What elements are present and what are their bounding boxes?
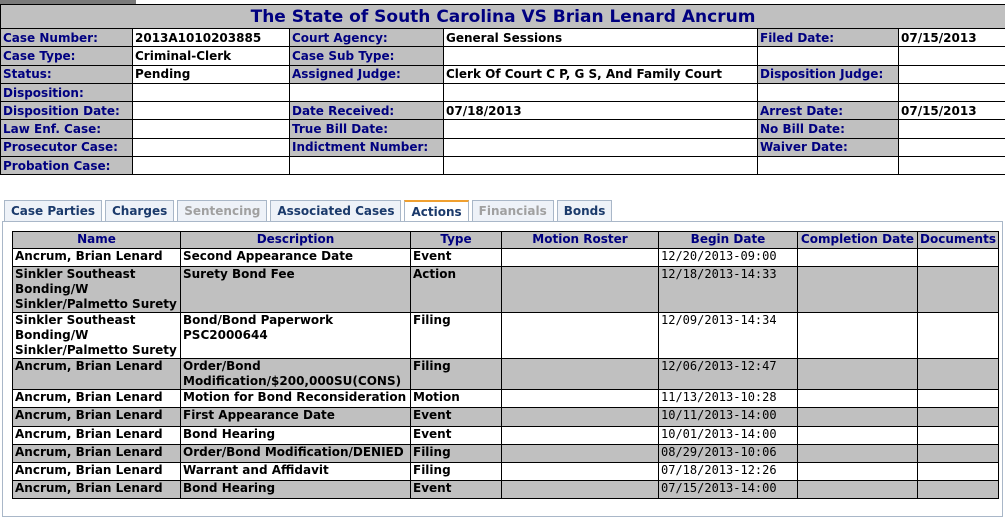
cell-motion-roster: [502, 249, 659, 267]
case-detail-row: [1, 157, 1005, 175]
cell-motion-roster: [502, 267, 659, 313]
cell-motion-roster: [502, 444, 659, 462]
cell-type: Action: [411, 267, 502, 313]
case-field-value: Clerk Of Court C P, G S, And Family Court: [444, 65, 758, 83]
cell-name: Ancrum, Brian Lenard: [13, 426, 181, 444]
table-row: [13, 313, 999, 359]
case-field-value: [899, 138, 1005, 156]
case-field-value: [444, 120, 758, 138]
column-header-completion-date[interactable]: Completion Date: [798, 232, 918, 249]
tab-sentencing: Sentencing: [177, 200, 267, 222]
case-field-value: General Sessions: [444, 29, 758, 47]
column-header-documents[interactable]: Documents: [918, 232, 999, 249]
tab-charges[interactable]: Charges: [105, 200, 174, 222]
cell-documents: [918, 249, 999, 267]
cell-begin-date: 12/18/2013-14:33: [659, 267, 798, 313]
cell-description: Order/Bond Modification/$200,000SU(CONS): [181, 359, 411, 390]
cell-name: Ancrum, Brian Lenard: [13, 444, 181, 462]
cell-name: Sinkler Southeast Bonding/W Sinkler/Palmetto Surety: [13, 267, 181, 313]
cell-motion-roster: [502, 462, 659, 480]
table-row: [13, 426, 999, 444]
case-field-label: Assigned Judge:: [290, 65, 444, 83]
cell-type: Event: [411, 249, 502, 267]
table-row: [13, 462, 999, 480]
case-field-value: 07/15/2013: [899, 29, 1005, 47]
cell-description: Bond/Bond Paperwork PSC2000644: [181, 313, 411, 359]
tab-associated-cases[interactable]: Associated Cases: [270, 200, 401, 222]
case-field-value: [133, 138, 290, 156]
case-field-label: Arrest Date:: [758, 102, 899, 120]
cell-motion-roster: [502, 408, 659, 426]
cell-motion-roster: [502, 313, 659, 359]
case-field-label: Disposition Judge:: [758, 65, 899, 83]
tab-actions[interactable]: Actions: [404, 200, 468, 222]
case-field-value: [899, 65, 1005, 83]
case-field-label: Probation Case:: [1, 157, 133, 175]
actions-panel: [2, 221, 1003, 517]
cell-motion-roster: [502, 426, 659, 444]
cell-documents: [918, 444, 999, 462]
table-row: [13, 390, 999, 408]
case-field-label: Indictment Number:: [290, 138, 444, 156]
cell-begin-date: 11/13/2013-10:28: [659, 390, 798, 408]
cell-begin-date: 07/18/2013-12:26: [659, 462, 798, 480]
cell-description: Order/Bond Modification/DENIED: [181, 444, 411, 462]
case-field-label: Court Agency:: [290, 29, 444, 47]
case-details-table: [0, 4, 1005, 175]
cell-name: Ancrum, Brian Lenard: [13, 481, 181, 499]
cell-description: First Appearance Date: [181, 408, 411, 426]
cell-begin-date: 12/20/2013-09:00: [659, 249, 798, 267]
case-field-label: Waiver Date:: [758, 138, 899, 156]
case-field-value: Criminal-Clerk: [133, 47, 290, 65]
cell-documents: [918, 390, 999, 408]
case-detail-row: [1, 120, 1005, 138]
table-row: [13, 267, 999, 313]
cell-name: Ancrum, Brian Lenard: [13, 390, 181, 408]
case-field-value: [899, 83, 1005, 101]
cell-completion-date: [798, 267, 918, 313]
cell-description: Motion for Bond Reconsideration: [181, 390, 411, 408]
cell-motion-roster: [502, 359, 659, 390]
case-field-label: Date Received:: [290, 102, 444, 120]
cell-motion-roster: [502, 390, 659, 408]
column-header-description[interactable]: Description: [181, 232, 411, 249]
case-info: [0, 4, 1005, 175]
case-field-value: [444, 138, 758, 156]
case-field-value: [444, 47, 758, 65]
table-row: [13, 408, 999, 426]
case-field-value: [133, 120, 290, 138]
cell-type: Event: [411, 408, 502, 426]
case-field-label: [758, 157, 899, 175]
cell-documents: [918, 313, 999, 359]
cell-description: Warrant and Affidavit: [181, 462, 411, 480]
column-header-name[interactable]: Name: [13, 232, 181, 249]
cell-completion-date: [798, 313, 918, 359]
table-row: [13, 444, 999, 462]
cell-description: Bond Hearing: [181, 426, 411, 444]
case-field-value: 07/18/2013: [444, 102, 758, 120]
case-field-value: [444, 157, 758, 175]
cell-motion-roster: [502, 481, 659, 499]
cell-documents: [918, 426, 999, 444]
case-field-value: [133, 83, 290, 101]
cell-name: Sinkler Southeast Bonding/W Sinkler/Palmetto Surety: [13, 313, 181, 359]
cell-begin-date: 08/29/2013-10:06: [659, 444, 798, 462]
case-title: The State of South Carolina VS Brian Lenard Ancrum: [1, 5, 1005, 29]
actions-table: [12, 231, 999, 499]
column-header-type[interactable]: Type: [411, 232, 502, 249]
case-field-label: Disposition:: [1, 83, 133, 101]
column-header-motion-roster[interactable]: Motion Roster: [502, 232, 659, 249]
cell-documents: [918, 359, 999, 390]
cell-type: Event: [411, 481, 502, 499]
cell-completion-date: [798, 408, 918, 426]
tab-case-parties[interactable]: Case Parties: [4, 200, 102, 222]
case-field-value: 2013A1010203885: [133, 29, 290, 47]
table-row: [13, 359, 999, 390]
case-detail-row: [1, 138, 1005, 156]
case-field-value: [899, 47, 1005, 65]
cell-type: Event: [411, 426, 502, 444]
case-field-label: [758, 47, 899, 65]
case-field-label: Disposition Date:: [1, 102, 133, 120]
cell-documents: [918, 408, 999, 426]
tab-financials: Financials: [472, 200, 554, 222]
cell-completion-date: [798, 249, 918, 267]
case-field-label: Prosecutor Case:: [1, 138, 133, 156]
column-header-begin-date[interactable]: Begin Date: [659, 232, 798, 249]
table-row: [13, 249, 999, 267]
cell-type: Filing: [411, 462, 502, 480]
case-detail-row: [1, 47, 1005, 65]
case-field-label: [290, 157, 444, 175]
case-field-value: [899, 120, 1005, 138]
cell-begin-date: 10/01/2013-14:00: [659, 426, 798, 444]
cell-name: Ancrum, Brian Lenard: [13, 249, 181, 267]
cell-name: Ancrum, Brian Lenard: [13, 359, 181, 390]
cell-description: Bond Hearing: [181, 481, 411, 499]
case-field-label: Case Number:: [1, 29, 133, 47]
case-field-value: [133, 157, 290, 175]
cell-name: Ancrum, Brian Lenard: [13, 408, 181, 426]
case-field-value: Pending: [133, 65, 290, 83]
cell-documents: [918, 462, 999, 480]
cell-type: Filing: [411, 444, 502, 462]
case-field-label: Law Enf. Case:: [1, 120, 133, 138]
cell-begin-date: 07/15/2013-14:00: [659, 481, 798, 499]
cell-documents: [918, 267, 999, 313]
case-field-label: Case Type:: [1, 47, 133, 65]
cell-documents: [918, 481, 999, 499]
cell-type: Filing: [411, 313, 502, 359]
case-field-label: Case Sub Type:: [290, 47, 444, 65]
cell-completion-date: [798, 462, 918, 480]
case-field-label: [758, 83, 899, 101]
case-detail-row: [1, 29, 1005, 47]
cell-completion-date: [798, 481, 918, 499]
case-detail-row: [1, 102, 1005, 120]
case-field-value: [133, 102, 290, 120]
actions-header-row: [13, 232, 999, 249]
case-detail-row: [1, 65, 1005, 83]
case-field-label: Filed Date:: [758, 29, 899, 47]
cell-completion-date: [798, 426, 918, 444]
cell-type: Filing: [411, 359, 502, 390]
case-field-label: True Bill Date:: [290, 120, 444, 138]
cell-name: Ancrum, Brian Lenard: [13, 462, 181, 480]
cell-description: Surety Bond Fee: [181, 267, 411, 313]
cell-begin-date: 12/09/2013-14:34: [659, 313, 798, 359]
table-row: [13, 481, 999, 499]
case-field-value: [899, 157, 1005, 175]
case-field-value: 07/15/2013: [899, 102, 1005, 120]
cell-completion-date: [798, 444, 918, 462]
cell-completion-date: [798, 359, 918, 390]
cell-begin-date: 10/11/2013-14:00: [659, 408, 798, 426]
case-detail-row: [1, 83, 1005, 101]
case-field-label: Status:: [1, 65, 133, 83]
cell-completion-date: [798, 390, 918, 408]
tab-bar: [4, 200, 615, 222]
case-field-label: [290, 83, 444, 101]
case-field-label: No Bill Date:: [758, 120, 899, 138]
cell-type: Motion: [411, 390, 502, 408]
cell-begin-date: 12/06/2013-12:47: [659, 359, 798, 390]
case-field-value: [444, 83, 758, 101]
tab-bonds[interactable]: Bonds: [557, 200, 613, 222]
cell-description: Second Appearance Date: [181, 249, 411, 267]
